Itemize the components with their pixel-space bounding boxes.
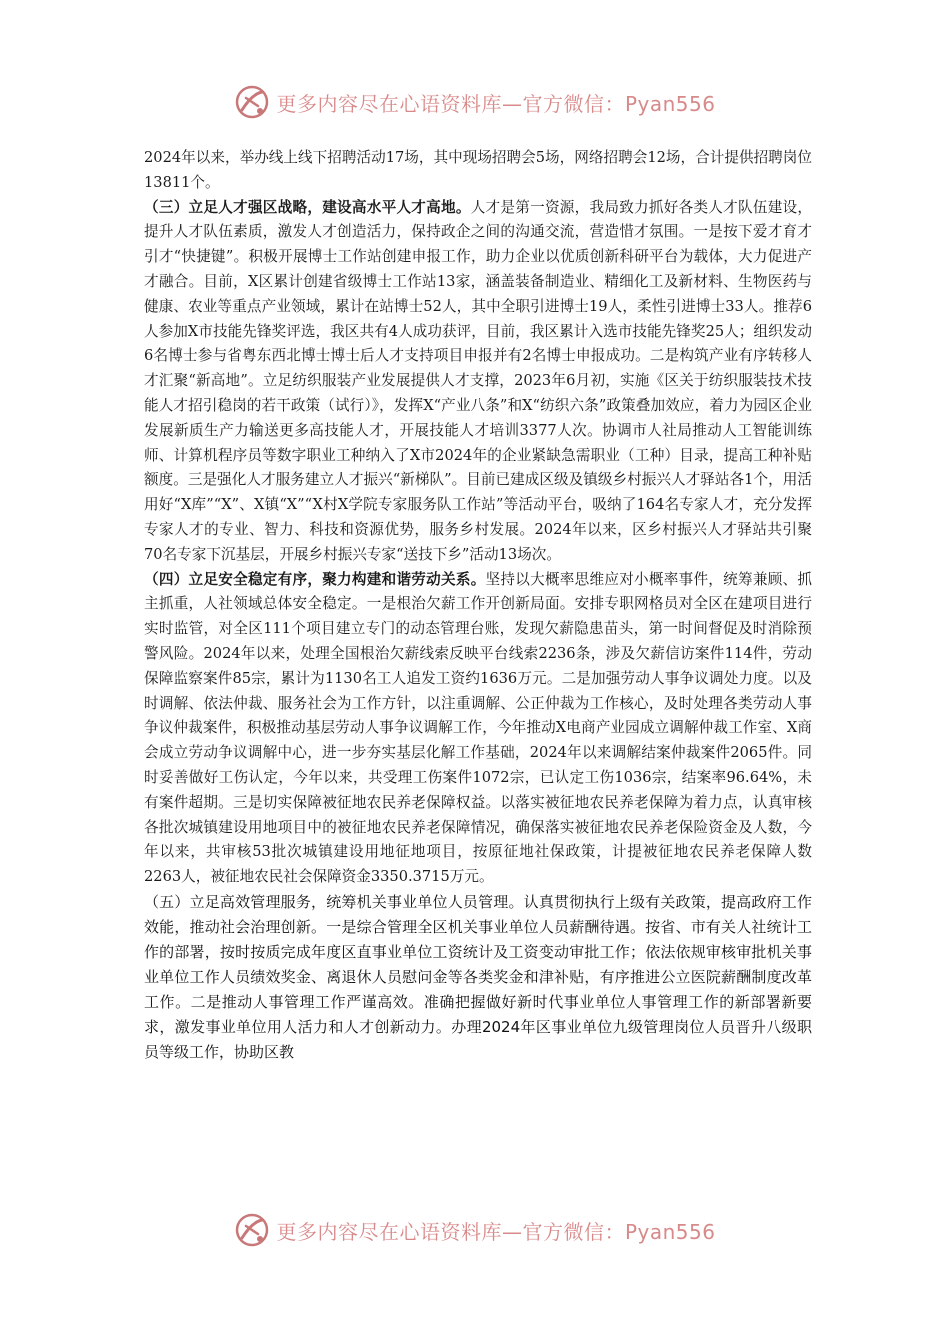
section-4-heading: （四）立足安全稳定有序，聚力构建和谐劳动关系。	[144, 570, 486, 588]
footer-watermark	[0, 1210, 950, 1250]
watermark-text: 更多内容尽在心语资料库—官方微信：Pyan556	[276, 91, 716, 116]
header-watermark	[0, 82, 950, 122]
paragraph-management	[144, 890, 812, 1065]
section-3-heading: （三）立足人才强区战略，建设高水平人才高地。	[144, 198, 471, 216]
document-body	[144, 146, 812, 1065]
paragraph-recruitment	[144, 146, 812, 196]
paragraph-talent	[144, 196, 812, 568]
paragraph-text: 人才是第一资源，我局致力抓好各类人才队伍建设，提升人才队伍素质，激发人才创造活力，保持政企之间的沟通交流，营造惜才氛围。一是按下爱才育才引才“快捷键”。积极开展博士工作站创建申报工作，助力企业以优质创新科研平台为载体，大力促进产才融合。目前，X区累计创建省级博士工作站13家，涵盖装备制造业、精细化工及新材料、生物医药与健康、农业等重点产业领域，累计在站博士52人，其中全职引进博士19人，柔性引进博士33人。推荐6人参加X市技能先锋奖评选，我区共有4人成功获评，目前，我区累计入选市技能先锋奖25人；组织发动6名博士参与省粤东西北博士博士后人才支持项目申报并有2名博士申报成功。二是构筑产业有序转移人才汇聚“新高地”。立足纺织服装产业发展提供人才支撑，2023年6月初，实施《区关于纺织服装技术技能人才招引稳岗的若干政策（试行）》，发挥X“产业八条”和X“纺织六条”政策叠加效应，着力为园区企业发展新质生产力输送更多高技能人才，开展技能人才培训3377人次。协调市人社局推动人工智能训练师、计算机程序员等数字职业工种纳入了X市2024年的企业紧缺急需职业（工种）目录，提高工种补贴额度。三是强化人才服务建立人才振兴“新梯队”。目前已建成区级及镇级乡村振兴人才驿站各1个，用活用好“X库”“X”、X镇“X”“X村X学院专家服务队工作站”等活动平台，吸纳了164名专家人才，充分发挥专家人才的专业、智力、科技和资源优势，服务乡村发展。2024年以来，区乡村振兴人才驿站共引聚70名专家下沉基层，开展乡村振兴专家“送技下乡”活动13场次。	[144, 198, 812, 563]
paragraph-text: 坚持以大概率思维应对小概率事件，统筹兼顾、抓主抓重，人社领域总体安全稳定。一是根治欠薪工作开创新局面。安排专职网格员对全区在建项目进行实时监管，对全区111个项目建立专门的动态管理台账，发现欠薪隐患苗头，第一时间督促及时消除预警风险。2024年以来，处理全国根治欠薪线索反映平台线索2236条，涉及欠薪信访案件114件，劳动保障监察案件85宗，累计为1130名工人追发工资约1636万元。二是加强劳动人事争议调处力度。以及时调解、依法仲裁、服务社会为工作方针，以注重调解、公正仲裁为工作核心，及时处理各类劳动人事争议仲裁案件，积极推动基层劳动人事争议调解工作，今年推动X电商产业园成立调解仲裁工作室、X商会成立劳动争议调解中心，进一步夯实基层化解工作基础，2024年以来调解结案仲裁案件2065件。同时妥善做好工伤认定，今年以来，共受理工伤案件1072宗，已认定工伤1036宗，结案率96.64%，未有案件超期。三是切实保障被征地农民养老保障权益。以落实被征地农民养老保障为着力点，认真审核各批次城镇建设用地项目中的被征地农民养老保障情况，确保落实被征地农民养老保险资金及人数，今年以来，共审核53批次城镇建设用地征地项目，按原征地社保政策，计提被征地农民养老保障人数2263人，被征地农民社会保障资金3350.3715万元。	[144, 570, 812, 886]
logo-icon	[234, 84, 270, 120]
paragraph-labor	[144, 568, 812, 890]
logo-icon	[234, 1212, 270, 1248]
section-5-text: （五）立足高效管理服务，统筹机关事业单位人员管理。认真贯彻执行上级有关政策，提高政府工作效能，推动社会治理创新。一是综合管理全区机关事业单位人员薪酬待遇。按省、市有关人社统计工作的部署，按时按质完成年度区直事业单位工资统计及工资变动审批工作；依法依规审核审批机关事业单位工作人员绩效奖金、离退休人员慰问金等各类奖金和津补贴，有序推进公立医院薪酬制度改革工作。二是推动人事管理工作严谨高效。准确把握做好新时代事业单位人事管理工作的新部署新要求，激发事业单位用人活力和人才创新动力。办理2024年区事业单位九级管理岗位人员晋升八级职员等级工作，协助区教	[144, 892, 812, 1061]
watermark-text: 更多内容尽在心语资料库—官方微信：Pyan556	[276, 1219, 716, 1244]
paragraph-text: 2024年以来，举办线上线下招聘活动17场，其中现场招聘会5场，网络招聘会12场，合计提供招聘岗位13811个。	[144, 149, 812, 191]
